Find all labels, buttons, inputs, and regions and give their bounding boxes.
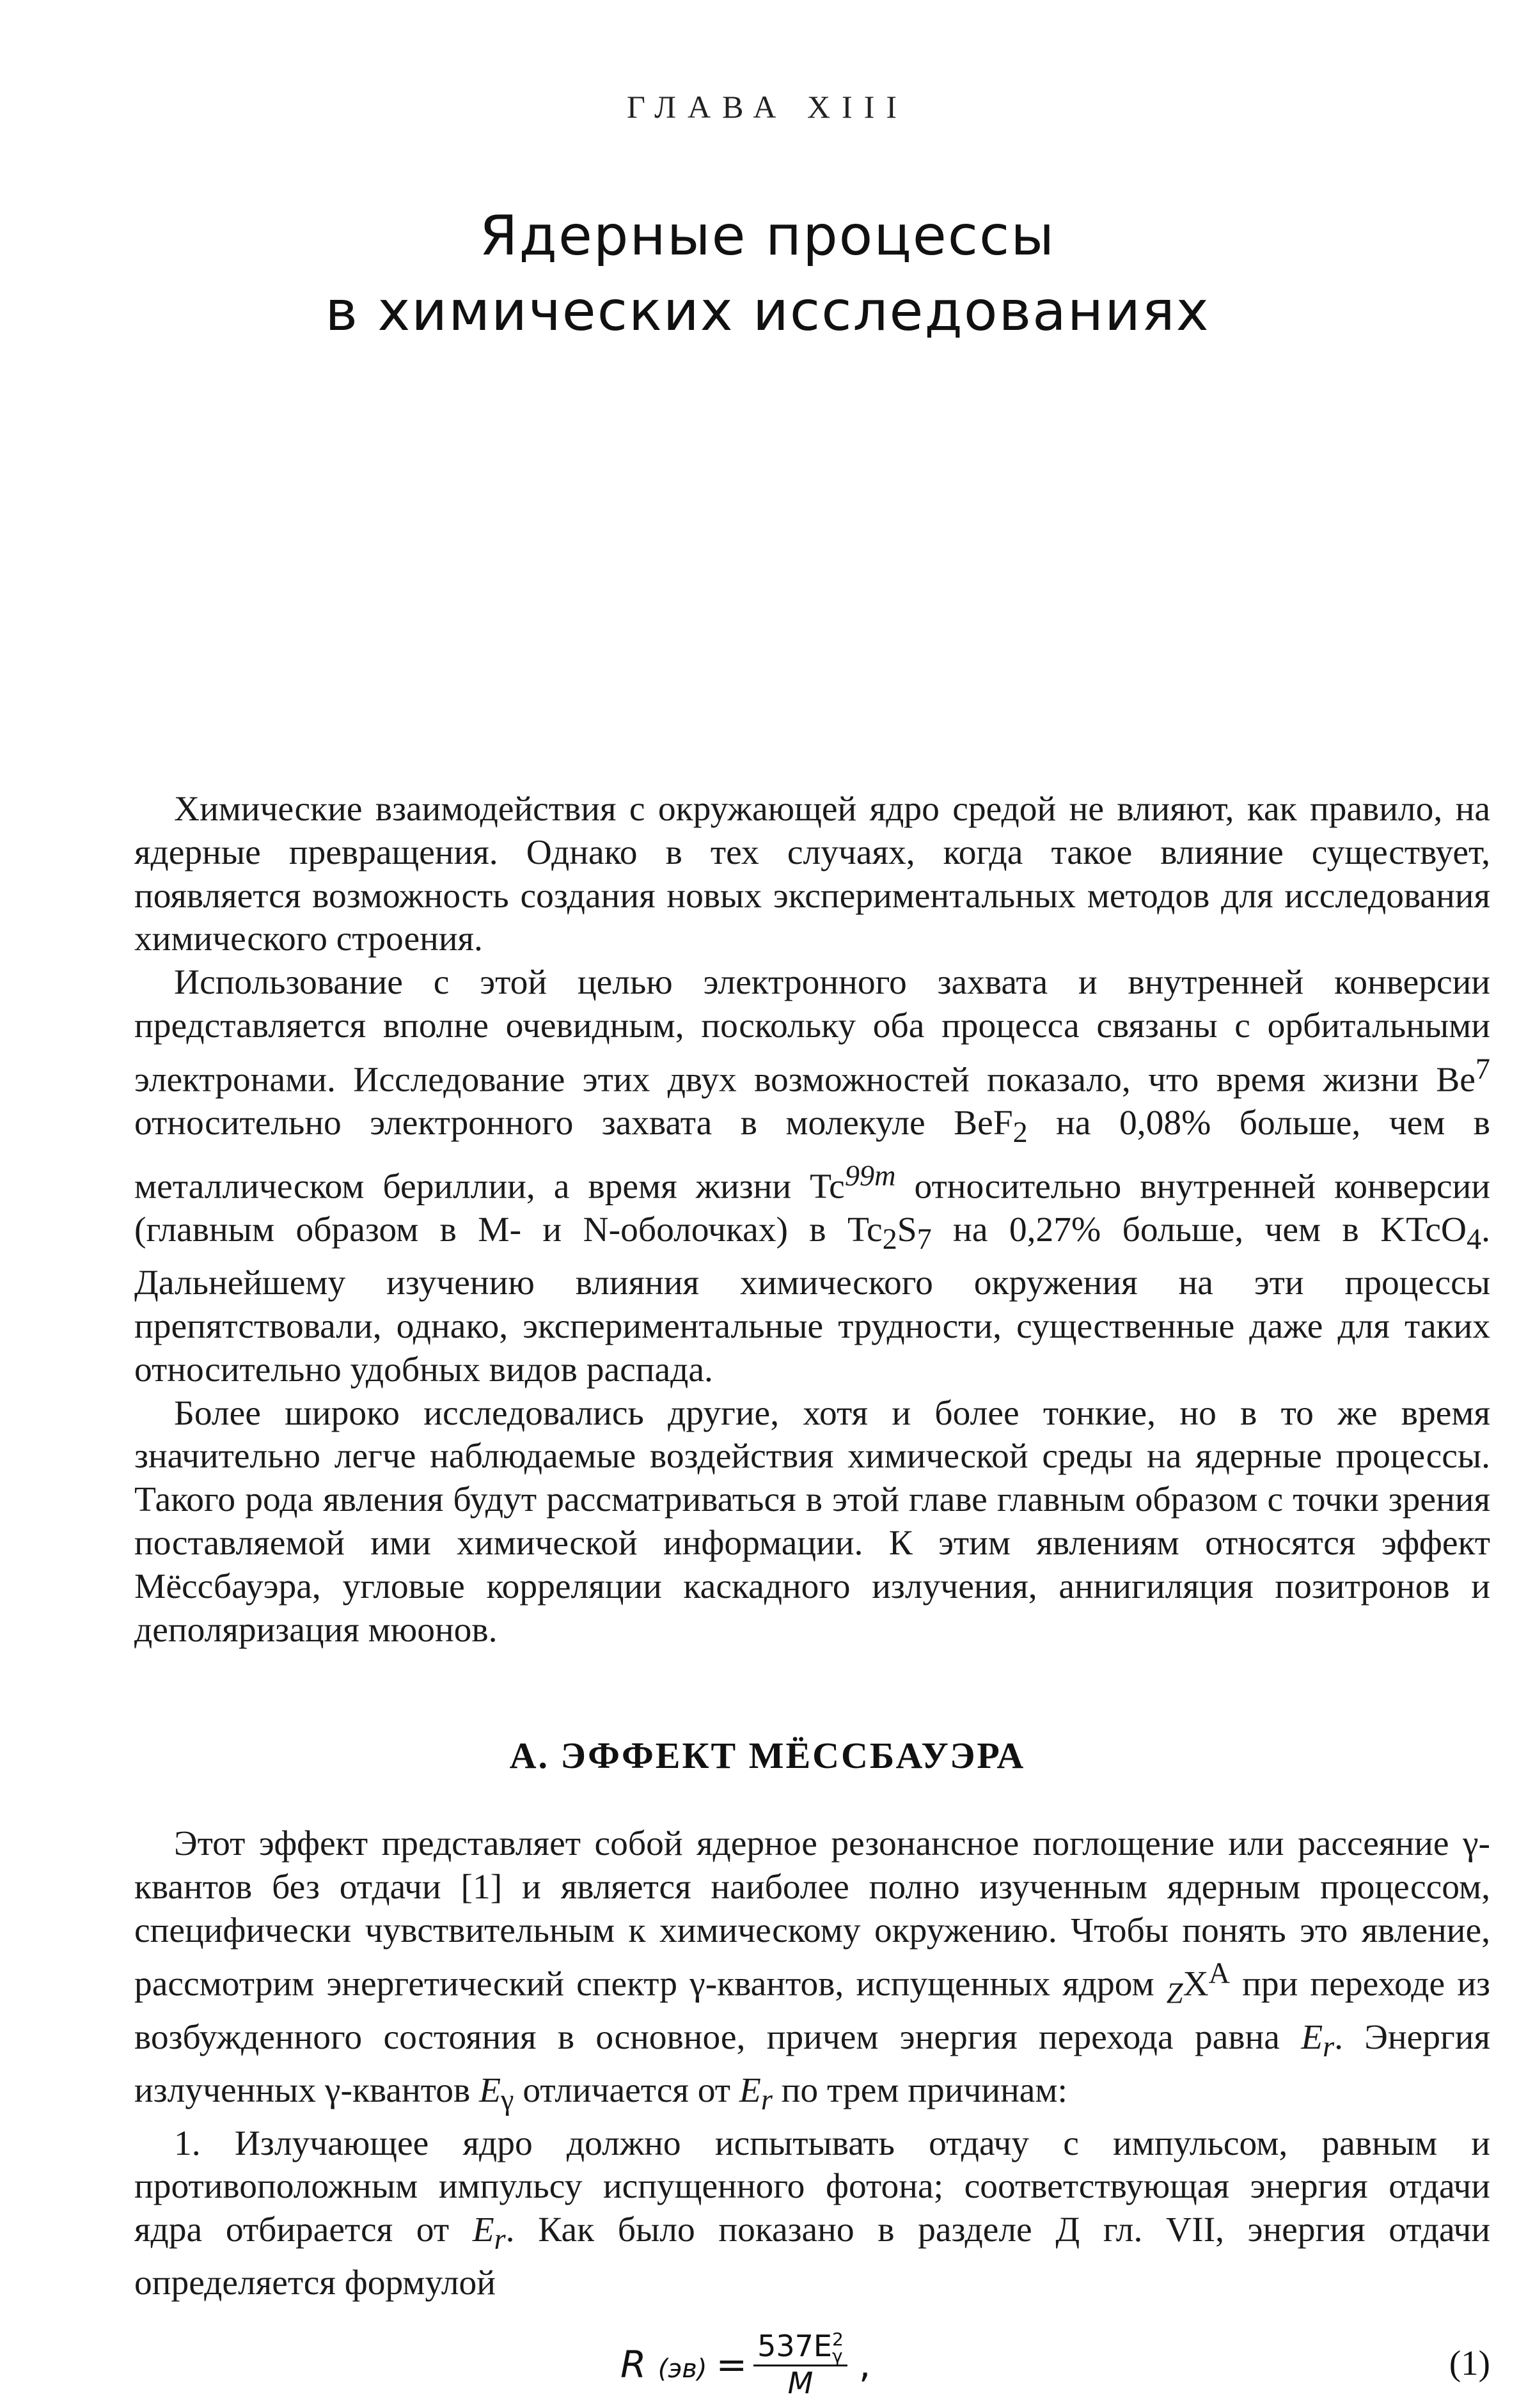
subscript: 4	[1466, 1223, 1482, 1256]
text-run: . Энергия излученных γ-квантов	[134, 2017, 1490, 2110]
subscript: r	[494, 2223, 506, 2256]
math-symbol: E	[472, 2210, 494, 2250]
text-run: . Как было показано в разделе Д гл. VII, энергия отдачи определяется формулой	[134, 2210, 1490, 2303]
subscript: r	[760, 2083, 773, 2116]
superscript: 99m	[844, 1159, 896, 1192]
intro-paragraph-3: Более широко исследовались другие, хотя и более тонкие, но в то же время значительно легче наблюдаемые воздействия химической среды на ядерные процессы. Такого рода явления будут рассматриваться в этой главе главным образом с точки зрения поставляемой ими химической информации. К этим явлениям относятся эффект Мёссбауэра, угловые корреляции каскадного излучения, аннигиляция позитронов и деполяризация мюонов.	[134, 1393, 1490, 1650]
intro-text	[134, 788, 1490, 1652]
text-run: 1. Излучающее ядро должно испытывать отдачу с импульсом, равным и противоположным импульсу испущенного фотона; соответствующая энергия отдачи ядра отбирается от	[134, 2123, 1490, 2250]
formula-equals: =	[716, 2343, 748, 2386]
formula-comma: ,	[858, 2343, 871, 2386]
text-run: Использование с этой целью электронного захвата и внутренней конверсии представляется вполне очевидным, поскольку оба процесса связаны с орбитальными электронами. Исследование этих двух возможностей показало, что время жизни Be	[134, 963, 1490, 1100]
superscript: 7	[1475, 1052, 1490, 1086]
subscript: γ	[500, 2083, 514, 2116]
subscript: 2	[1012, 1116, 1028, 1150]
formula-unit: (эв)	[657, 2354, 707, 2384]
chapter-label: ГЛАВА XIII	[626, 89, 909, 125]
text-run: X	[1183, 1964, 1209, 2004]
subscript: r	[1323, 2030, 1335, 2063]
formula-symbol: R	[620, 2343, 647, 2386]
formula-denominator: M	[787, 2366, 814, 2401]
equation-1	[134, 2328, 1490, 2404]
section-heading: А. ЭФФЕКТ МЁССБАУЭРА	[509, 1735, 1026, 1776]
text-run: на 0,27% больше, чем в KTcO	[931, 1210, 1467, 1250]
chapter-title	[0, 198, 1535, 349]
numerator-superscript: 2	[831, 2329, 844, 2350]
numerator-scripts	[832, 2331, 844, 2365]
formula-fraction	[753, 2329, 847, 2400]
text-run: S	[897, 1210, 917, 1250]
text-run: на 0,08% больше, чем в металлическом бериллии, а время жизни Tc	[134, 1104, 1491, 1207]
intro-paragraph-1: Химические взаимодействия с окружающей ядро средой не влияют, как правило, на ядерные превращения. Однако в тех случаях, когда такое влияние существует, появляется возможность создания новых экспериментальных методов для исследования химического строения.	[134, 790, 1490, 959]
numerator-subscript: γ	[831, 2345, 843, 2367]
subscript: Z	[1166, 1977, 1183, 2010]
formula-numerator	[753, 2329, 847, 2367]
text-run: относительно внутренней конверсии (главным образом в M- и N-оболочках) в Tc	[134, 1167, 1490, 1250]
math-symbol: E	[479, 2070, 501, 2110]
chapter-title-line-1: Ядерные процессы	[479, 204, 1056, 268]
superscript: A	[1208, 1957, 1231, 1990]
text-run: при переходе из возбужденного состояния в основное, причем энергия перехода равна	[134, 1964, 1490, 2057]
chapter-title-line-2: в химических исследованиях	[325, 279, 1210, 343]
text-run: Этот эффект представляет собой ядерное резонансное поглощение или рассеяние γ-квантов без отдачи [1] и является наиболее полно изученным ядерным процессом, специфически чувствительным к химическому окружению. Чтобы понять это явление, рассмотрим энергетический спектр γ-квантов, испущенных ядром	[134, 1824, 1490, 2004]
subscript: 7	[917, 1223, 932, 1256]
math-symbol: E	[1301, 2017, 1323, 2057]
section-text	[134, 1822, 1490, 2305]
equation-number: (1)	[1449, 2343, 1490, 2382]
text-run: . Дальнейшему изучению влияния химического окружения на эти процессы препятствовали, однако, экспериментальные трудности, существенные даже для таких относительно удобных видов распада.	[134, 1210, 1490, 1389]
section-paragraph-1	[134, 1822, 1490, 2122]
intro-paragraph-2	[134, 961, 1490, 1391]
numerator-text: 537E	[757, 2328, 832, 2363]
section-paragraph-2	[134, 2122, 1490, 2305]
text-run: по трем причинам:	[772, 2070, 1067, 2110]
subscript: 2	[882, 1223, 897, 1256]
text-run: относительно электронного захвата в молекуле BeF	[134, 1104, 1013, 1143]
text-run: отличается от	[514, 2070, 739, 2110]
formula-lhs	[620, 2343, 707, 2386]
recoil-energy-formula	[620, 2328, 871, 2401]
math-symbol: E	[739, 2070, 761, 2110]
